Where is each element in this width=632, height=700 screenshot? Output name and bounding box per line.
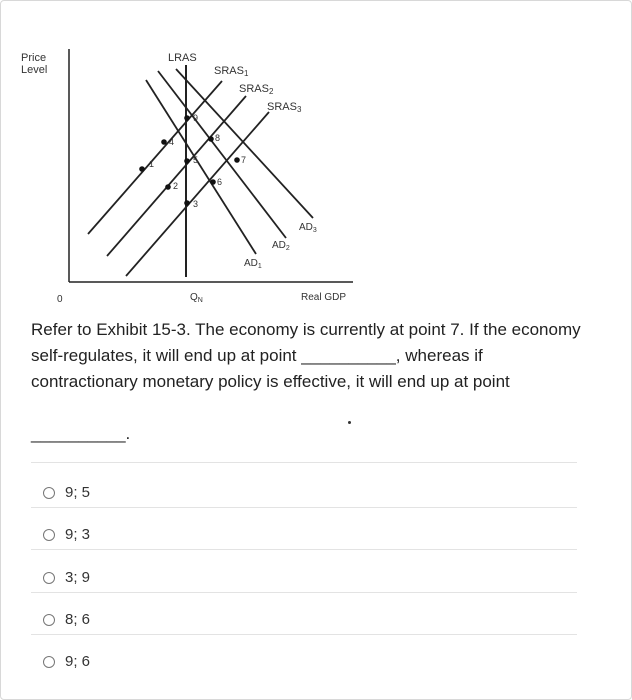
separator	[31, 549, 577, 550]
option-label: 8; 6	[65, 611, 91, 628]
option-label: 3; 9	[65, 569, 91, 586]
blank-2: __________.	[31, 424, 131, 443]
svg-text:2: 2	[173, 181, 179, 191]
sras1-label: SRAS1	[214, 65, 249, 78]
point-1	[139, 159, 154, 172]
svg-text:7: 7	[241, 155, 247, 165]
qn-label: $Q_N$	[190, 292, 203, 304]
separator	[31, 507, 577, 508]
radio-icon[interactable]	[43, 529, 55, 541]
ad2-label: $AD_2$	[272, 240, 290, 252]
point-8	[208, 133, 220, 143]
x-axis-label: Real GDP	[301, 292, 347, 303]
option-1[interactable]	[43, 484, 90, 501]
separator	[31, 592, 577, 593]
option-4[interactable]	[43, 611, 90, 628]
svg-text:4: 4	[169, 137, 175, 147]
y-axis-label-line1: Price	[21, 52, 47, 64]
question-text: Refer to Exhibit 15-3. The economy is currently at point 7. If the economy self-regulates, it will end up at point __________, whereas if contractionary monetary policy is effective, it will end up at point __________.	[31, 320, 581, 443]
svg-text:8: 8	[215, 133, 221, 143]
ad1-label: $AD_1$	[244, 258, 262, 270]
svg-text:5: 5	[193, 155, 199, 165]
y-axis-label-line2: Level	[21, 64, 48, 76]
sras1-line	[88, 81, 222, 234]
option-label: 9; 6	[65, 653, 91, 670]
origin-label: 0	[57, 294, 63, 305]
svg-text:3: 3	[193, 199, 199, 209]
svg-text:6: 6	[217, 177, 223, 187]
separator	[31, 462, 577, 463]
lras-label: LRAS	[168, 52, 197, 64]
blank-1: __________,	[301, 346, 401, 365]
svg-text:1: 1	[149, 159, 155, 169]
radio-icon[interactable]	[43, 656, 55, 668]
option-label: 9; 3	[65, 526, 91, 543]
radio-icon[interactable]	[43, 572, 55, 584]
option-5[interactable]	[43, 653, 90, 670]
svg-text:9: 9	[193, 113, 199, 123]
sras3-line	[126, 112, 269, 276]
sras2-label: SRAS2	[239, 83, 274, 96]
sras2-line	[107, 96, 246, 256]
radio-icon[interactable]	[43, 487, 55, 499]
point-7	[234, 155, 246, 165]
option-2[interactable]	[43, 526, 90, 543]
stray-dot	[348, 421, 351, 424]
option-label: 9; 5	[65, 484, 91, 501]
ad2-line	[158, 71, 286, 238]
option-3[interactable]	[43, 569, 90, 586]
separator	[31, 634, 577, 635]
sras3-label: SRAS3	[267, 101, 302, 114]
ad3-label: $AD_3$	[299, 222, 317, 234]
exhibit-graph	[1, 39, 632, 309]
radio-icon[interactable]	[43, 614, 55, 626]
